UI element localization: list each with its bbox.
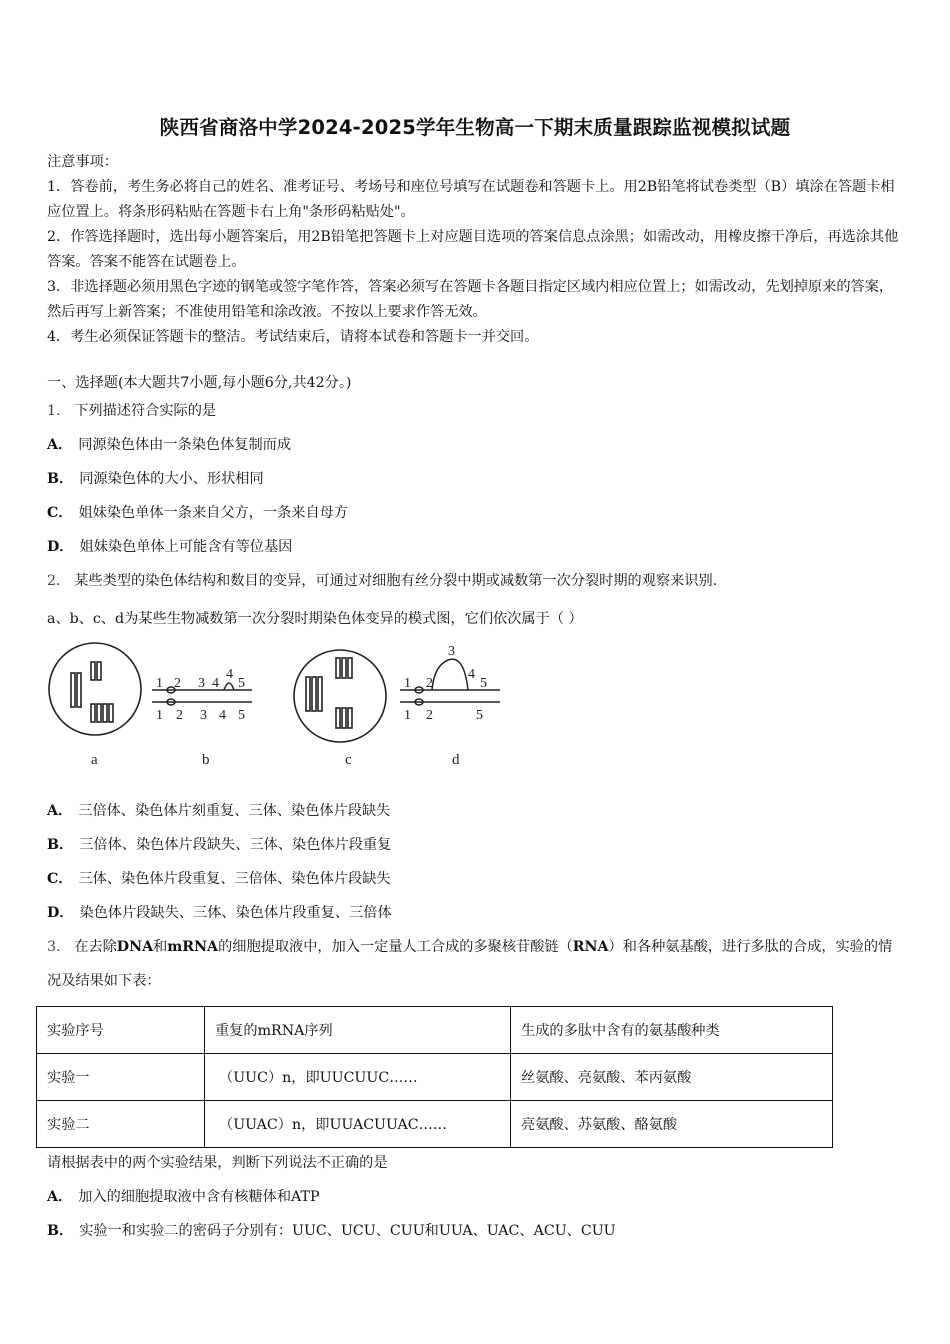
option-text: 三倍体、染色体片刻重复、三体、染色体片段缺失: [78, 803, 391, 819]
chromosome-c: [336, 708, 340, 728]
chromosome-c: [318, 677, 322, 711]
q1-option-c: [47, 502, 348, 522]
q3-stem-part: 和: [153, 939, 168, 955]
option-label: B．: [47, 837, 74, 853]
gene-label: 2: [426, 708, 433, 723]
q1-stem-text: 下列描述符合实际的是: [74, 403, 217, 419]
option-label: B．: [47, 1223, 74, 1239]
gene-label: 5: [480, 676, 487, 691]
note-item: 1．答卷前，考生务必将自己的姓名、准考证号、考场号和座位号填写在试题卷和答题卡上。用2B铅笔将试卷类型（B）填涂在答题卡相应位置上。将条形码粘贴在答题卡右上角"条形码粘贴处"。: [47, 179, 895, 220]
option-label: A．: [47, 1189, 73, 1205]
chromosome-c: [348, 658, 352, 678]
gene-label: 5: [238, 708, 245, 723]
option-label: A．: [47, 437, 73, 453]
q1-number: 1．: [47, 403, 71, 419]
chromosome-c: [336, 658, 340, 678]
option-text: 同源染色体的大小、形状相同: [79, 471, 264, 487]
figure-c-cell: [294, 650, 386, 742]
option-text: 染色体片段缺失、三体、染色体片段重复、三倍体: [79, 905, 392, 921]
table-row: [37, 1054, 833, 1101]
option-text: 三倍体、染色体片段缺失、三体、染色体片段重复: [79, 837, 392, 853]
chromosome-a: [91, 704, 95, 722]
option-text: 姐妹染色单体一条来自父方，一条来自母方: [78, 505, 349, 521]
q2-stem: [47, 570, 717, 590]
table-cell: （UUC）n，即UUCUUC……: [205, 1054, 511, 1101]
q2-option-c: [47, 868, 391, 888]
gene-label: 5: [476, 708, 483, 723]
table-cell: （UUAC）n，即UUACUUAC……: [205, 1101, 511, 1148]
chromosome-c: [342, 708, 346, 728]
note-item: 3．非选择题必须用黑色字迹的钢笔或签字笔作答，答案必须写在答题卡各题目指定区域内相应位置上；如需改动，先划掉原来的答案，然后再写上新答案；不准使用铅笔和涂改液。不按以上要求作答无效。: [47, 279, 894, 320]
chromosome-c: [312, 677, 316, 711]
page-title: 陕西省商洛中学2024-2025学年生物高一下期末质量跟踪监视模拟试题: [159, 116, 791, 139]
chromosome-a: [71, 673, 75, 707]
notes-heading: 注意事项：: [47, 154, 118, 170]
loop-b: [224, 683, 234, 690]
figure-label-a: a: [91, 752, 98, 768]
q3-stem-part: 的细胞提取液中，加入一定量人工合成的多聚核苷酸链（: [218, 939, 573, 955]
q3-stem: [47, 930, 905, 998]
q2-stem-text: 某些类型的染色体结构和数目的变异，可通过对细胞有丝分裂中期或减数第一次分裂时期的观察来识别.: [74, 573, 718, 589]
chromosome-a: [91, 662, 95, 680]
chromosome-c: [306, 677, 310, 711]
chromosome-a: [109, 704, 113, 722]
table-cell: 实验二: [37, 1101, 205, 1148]
gene-label: 4: [468, 667, 475, 682]
chromosome-c: [348, 708, 352, 728]
table-header-row: [37, 1007, 833, 1054]
figure-label-b: b: [202, 752, 210, 768]
q3-stem-part: RNA: [572, 939, 609, 955]
figure-captions: [91, 752, 460, 768]
q2-option-a: [47, 800, 390, 820]
option-label: B．: [47, 471, 74, 487]
option-text: 三体、染色体片段重复、三倍体、染色体片段缺失: [78, 871, 391, 887]
table-row: [37, 1101, 833, 1148]
table-header: 生成的多肽中含有的氨基酸种类: [511, 1007, 833, 1054]
figure-b-labels: [156, 667, 245, 723]
gene-label: 1: [156, 708, 163, 723]
option-label: D．: [47, 905, 74, 921]
option-label: C．: [47, 871, 73, 887]
q3-number: 3．: [47, 939, 71, 955]
loop-d: [432, 659, 468, 690]
q2-option-d: [47, 902, 392, 922]
option-text: 同源染色体由一条染色体复制而成: [78, 437, 292, 453]
gene-label: 3: [198, 676, 205, 691]
section-heading: 一、选择题(本大题共7小题,每小题6分,共42分。): [47, 375, 352, 391]
q1-option-b: [47, 468, 264, 488]
option-label: A．: [47, 803, 73, 819]
note-item: 4．考生必须保证答题卡的整洁。考试结束后，请将本试卷和答题卡一并交回。: [47, 329, 539, 345]
table-cell: 实验一: [37, 1054, 205, 1101]
gene-label: 4: [212, 676, 219, 691]
q3-option-b: [47, 1220, 616, 1240]
table-cell: 丝氨酸、亮氨酸、苯丙氨酸: [511, 1054, 833, 1101]
gene-label: 2: [176, 708, 183, 723]
gene-label: 3: [448, 644, 455, 659]
gene-label: 4: [226, 667, 233, 682]
q3-stem-part: ）和各种氨基酸，进行多肽的合成，实验的情况及结果如下表：: [47, 939, 893, 989]
option-text: 加入的细胞提取液中含有核糖体和ATP: [78, 1189, 320, 1205]
chromosome-a: [77, 673, 81, 707]
option-text: 实验一和实验二的密码子分别有：UUC、UCU、CUU和UUA、UAC、ACU、CUU: [79, 1223, 616, 1239]
q3-stem-part: 在去除: [74, 939, 117, 955]
table-header: 重复的mRNA序列: [205, 1007, 511, 1054]
q3-question: 请根据表中的两个实验结果，判断下列说法不正确的是: [47, 1155, 388, 1171]
gene-label: 1: [404, 708, 411, 723]
chromosome-figure: [40, 636, 520, 772]
table-header: 实验序号: [37, 1007, 205, 1054]
figure-a-cell: [49, 643, 141, 735]
q1-option-d: [47, 536, 292, 556]
table-cell: 亮氨酸、苏氨酸、酪氨酸: [511, 1101, 833, 1148]
figure-label-c: c: [345, 752, 352, 768]
q2-stem-2: a、b、c、d为某些生物减数第一次分裂时期染色体变异的模式图，它们依次属于（ ）: [47, 611, 583, 627]
gene-label: 5: [238, 676, 245, 691]
q2-option-b: [47, 834, 391, 854]
gene-label: 1: [404, 676, 411, 691]
gene-label: 4: [219, 708, 226, 723]
experiment-table: [36, 1006, 833, 1148]
q2-number: 2．: [47, 573, 71, 589]
q3-stem-part: DNA: [116, 939, 154, 955]
gene-label: 1: [156, 676, 163, 691]
chromosome-a: [97, 662, 101, 680]
figure-d-labels: [404, 644, 487, 723]
notes-block: [47, 150, 903, 350]
gene-label: 2: [174, 676, 181, 691]
option-text: 姐妹染色单体上可能含有等位基因: [79, 539, 293, 555]
option-label: C．: [47, 505, 73, 521]
note-item: 2．作答选择题时，选出每小题答案后，用2B铅笔把答题卡上对应题目选项的答案信息点涂黑；如需改动，用橡皮擦干净后，再选涂其他答案。答案不能答在试题卷上。: [47, 229, 899, 270]
q3-stem-part: mRNA: [167, 939, 219, 955]
gene-label: 3: [200, 708, 207, 723]
figure-label-d: d: [452, 752, 460, 768]
q3-option-a: [47, 1186, 320, 1206]
chromosome-a: [97, 704, 101, 722]
gene-label: 2: [426, 676, 433, 691]
q1-option-a: [47, 434, 291, 454]
chromosome-a: [103, 704, 107, 722]
q1-stem: [47, 400, 216, 420]
option-label: D．: [47, 539, 74, 555]
chromosome-c: [342, 658, 346, 678]
